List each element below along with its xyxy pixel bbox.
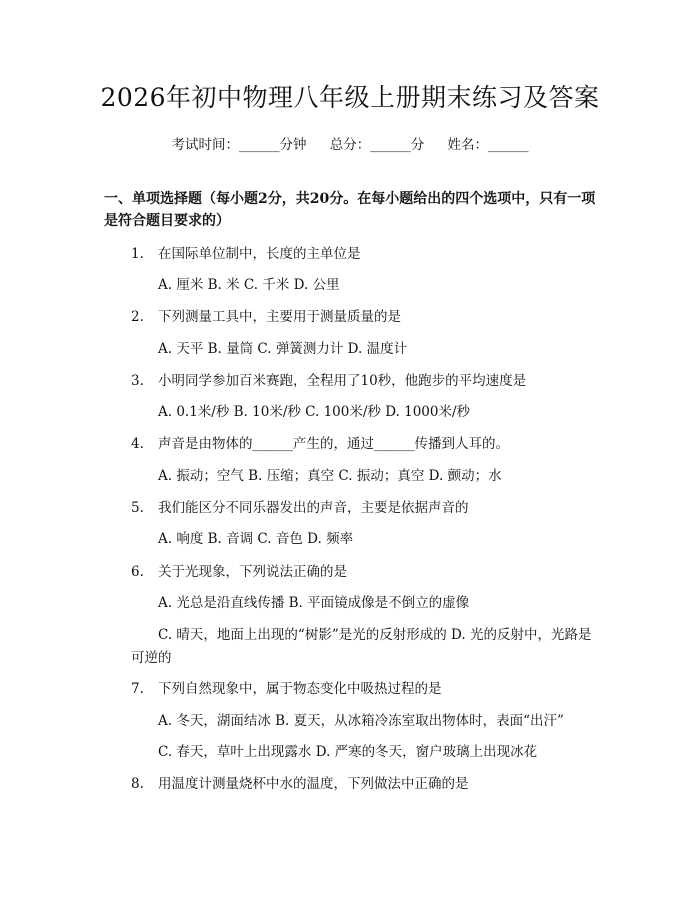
question-text: 我们能区分不同乐器发出的声音，主要是依据声音的 <box>158 500 469 516</box>
question-number: 8. <box>131 776 144 792</box>
question-text: 下列测量工具中，主要用于测量质量的是 <box>158 309 401 325</box>
student-name-field: 姓名：______ <box>447 137 529 153</box>
question-1 <box>131 244 601 264</box>
question-text: 下列自然现象中，属于物态变化中吸热过程的是 <box>158 681 442 697</box>
question-6-options-line2: C. 晴天，地面上出现的“树影”是光的反射形成的 D. 光的反射中，光路是可逆的 <box>131 627 592 666</box>
question-5-options: A. 响度 B. 音调 C. 音色 D. 频率 <box>158 531 354 547</box>
question-2 <box>131 307 601 327</box>
question-2-options: A. 天平 B. 量筒 C. 弹簧测力计 D. 温度计 <box>158 341 408 357</box>
question-number: 2. <box>131 309 144 325</box>
question-text: 关于光现象，下列说法正确的是 <box>158 564 347 580</box>
page-title: 2026年初中物理八年级上册期末练习及答案 <box>100 83 600 112</box>
exam-info-line <box>0 133 700 153</box>
question-7-options-line1: A. 冬天，湖面结冰 B. 夏天，从冰箱冷冻室取出物体时，表面“出汗” <box>158 713 564 729</box>
question-3 <box>131 371 601 391</box>
question-number: 3. <box>131 373 144 389</box>
question-1-options: A. 厘米 B. 米 C. 千米 D. 公里 <box>158 277 340 293</box>
question-text: 声音是由物体的______产生的，通过______传播到人耳的。 <box>158 436 509 452</box>
question-6 <box>131 562 601 582</box>
question-number: 1. <box>131 246 144 262</box>
question-5 <box>131 498 601 518</box>
question-text: 小明同学参加百米赛跑，全程用了10秒，他跑步的平均速度是 <box>158 373 527 389</box>
section-heading: 一、单项选择题（每小题2分，共20分。在每小题给出的四个选项中，只有一项是符合题目要求的） <box>104 191 596 229</box>
total-score-field: 总分：______分 <box>329 137 425 153</box>
question-8 <box>131 774 601 794</box>
question-number: 4. <box>131 436 144 452</box>
exam-time-field: 考试时间：______分钟 <box>171 137 307 153</box>
question-number: 7. <box>131 681 144 697</box>
question-7-options-line2: C. 春天，草叶上出现露水 D. 严寒的冬天，窗户玻璃上出现冰花 <box>158 744 538 760</box>
question-6-options-line1: A. 光总是沿直线传播 B. 平面镜成像是不倒立的虚像 <box>158 595 470 611</box>
question-7 <box>131 679 601 699</box>
question-number: 6. <box>131 564 144 580</box>
question-text: 用温度计测量烧杯中水的温度，下列做法中正确的是 <box>158 776 469 792</box>
question-4-options: A. 振动；空气 B. 压缩；真空 C. 振动；真空 D. 颤动；水 <box>158 468 502 484</box>
question-4 <box>131 434 601 454</box>
question-3-options: A. 0.1米/秒 B. 10米/秒 C. 100米/秒 D. 1000米/秒 <box>158 404 471 420</box>
question-number: 5. <box>131 500 144 516</box>
question-text: 在国际单位制中，长度的主单位是 <box>158 246 361 262</box>
